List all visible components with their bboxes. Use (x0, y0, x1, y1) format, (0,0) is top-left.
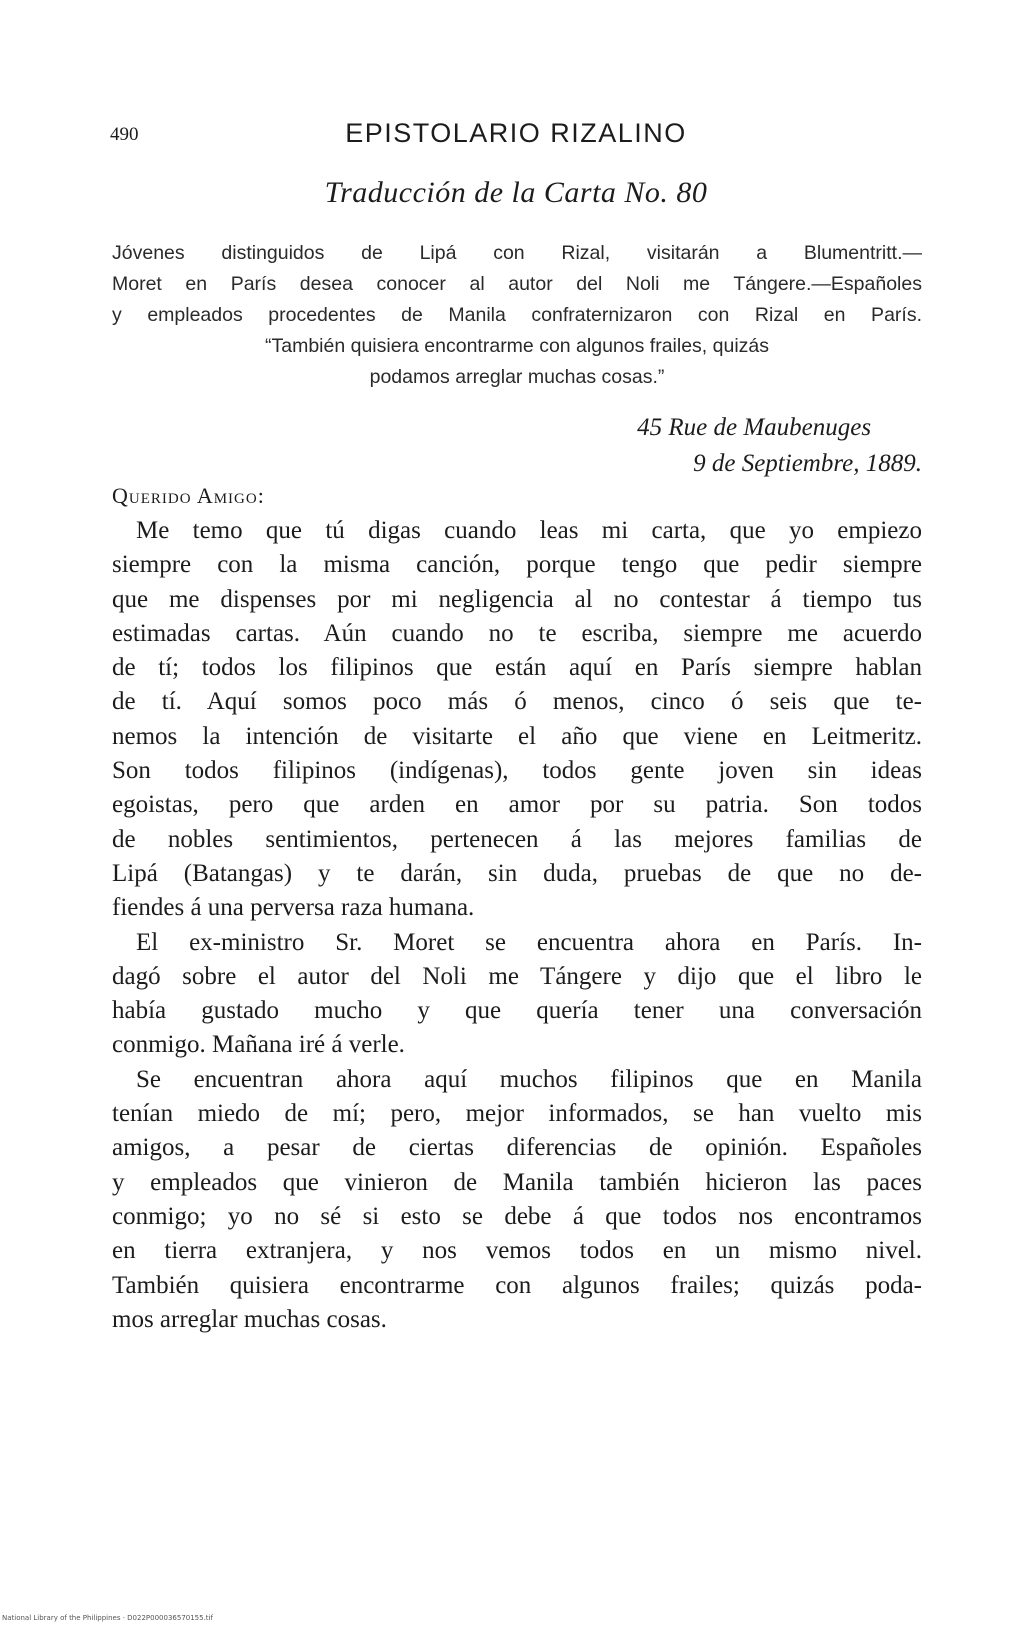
address-street: 45 Rue de Maubenuges (637, 414, 872, 441)
body-line: amigos, a pesar de ciertas diferencias de opinión. Españoles (112, 1134, 922, 1162)
body-line: El ex-ministro Sr. Moret se encuentra ahora en París. In- (136, 928, 922, 956)
summary-line: podamos arreglar muchas cosas.” (369, 366, 665, 388)
body-line: de nobles sentimientos, pertenecen á las mejores familias de (112, 825, 922, 853)
salutation: Querido Amigo: (112, 483, 265, 508)
body-line: conmigo. Mañana iré á verle. (112, 1031, 405, 1059)
body-line: También quisiera encontrarme con algunos frailes; quizás poda- (112, 1271, 922, 1299)
summary-line: Jóvenes distinguidos de Lipá con Rizal, visitarán a Blumentritt.— (112, 242, 922, 264)
body-line: Son todos filipinos (indígenas), todos gente joven sin ideas (112, 757, 922, 785)
body-line: siempre con la misma canción, porque tengo que pedir siempre (112, 551, 922, 579)
page-header (110, 118, 922, 158)
summary-line: y empleados procedentes de Manila confraternizaron con Rizal en París. (112, 304, 922, 326)
body-line: tenían miedo de mí; pero, mejor informados, se han vuelto mis (112, 1100, 922, 1128)
body-line: nemos la intención de visitarte el año que viene en Leitmeritz. (112, 722, 922, 750)
body-line: que me dispenses por mi negligencia al no contestar á tiempo tus (112, 585, 922, 613)
body-line: Se encuentran ahora aquí muchos filipinos que en Manila (136, 1065, 922, 1093)
body-line: mos arreglar muchas cosas. (112, 1305, 387, 1333)
body-line: de tí. Aquí somos poco más ó menos, cinco ó seis que te- (112, 688, 922, 716)
body-line: de tí; todos los filipinos que están aquí en París siempre hablan (112, 654, 922, 682)
body-line: dagó sobre el autor del Noli me Tángere y dijo que el libro le (112, 962, 922, 990)
body-line: había gustado mucho y que quería tener una conversación (112, 997, 922, 1025)
letter-summary (112, 238, 922, 393)
summary-line: “También quisiera encontrarme con algunos frailes, quizás (264, 335, 769, 357)
body-line: Me temo que tú digas cuando leas mi carta, que yo empiezo (136, 517, 922, 544)
body-line: egoistas, pero que arden en amor por su patria. Son todos (112, 791, 922, 819)
body-line: estimadas cartas. Aún cuando no te escriba, siempre me acuerdo (112, 619, 922, 647)
body-line: fiendes á una perversa raza humana. (112, 894, 475, 922)
running-head: EPISTOLARIO RIZALINO (345, 118, 687, 148)
body-line: Lipá (Batangas) y te darán, sin duda, pruebas de que no de- (112, 859, 922, 887)
letter-address (637, 410, 922, 482)
address-date: 9 de Septiembre, 1889. (693, 450, 922, 477)
body-line: y empleados que vinieron de Manila también hicieron las paces (112, 1168, 922, 1196)
scan-footer: National Library of the Philippines · D022P000036570155.tif (2, 1614, 213, 1622)
body-line: en tierra extranjera, y nos vemos todos en un mismo nivel. (112, 1237, 922, 1265)
body-line: conmigo; yo no sé si esto se debe á que todos nos encontramos (112, 1202, 922, 1230)
letter-title: Traducción de la Carta No. 80 (324, 176, 708, 209)
page-number: 490 (110, 124, 139, 145)
summary-line: Moret en París desea conocer al autor del Noli me Tángere.—Españoles (112, 273, 922, 295)
letter-body (112, 514, 922, 1337)
